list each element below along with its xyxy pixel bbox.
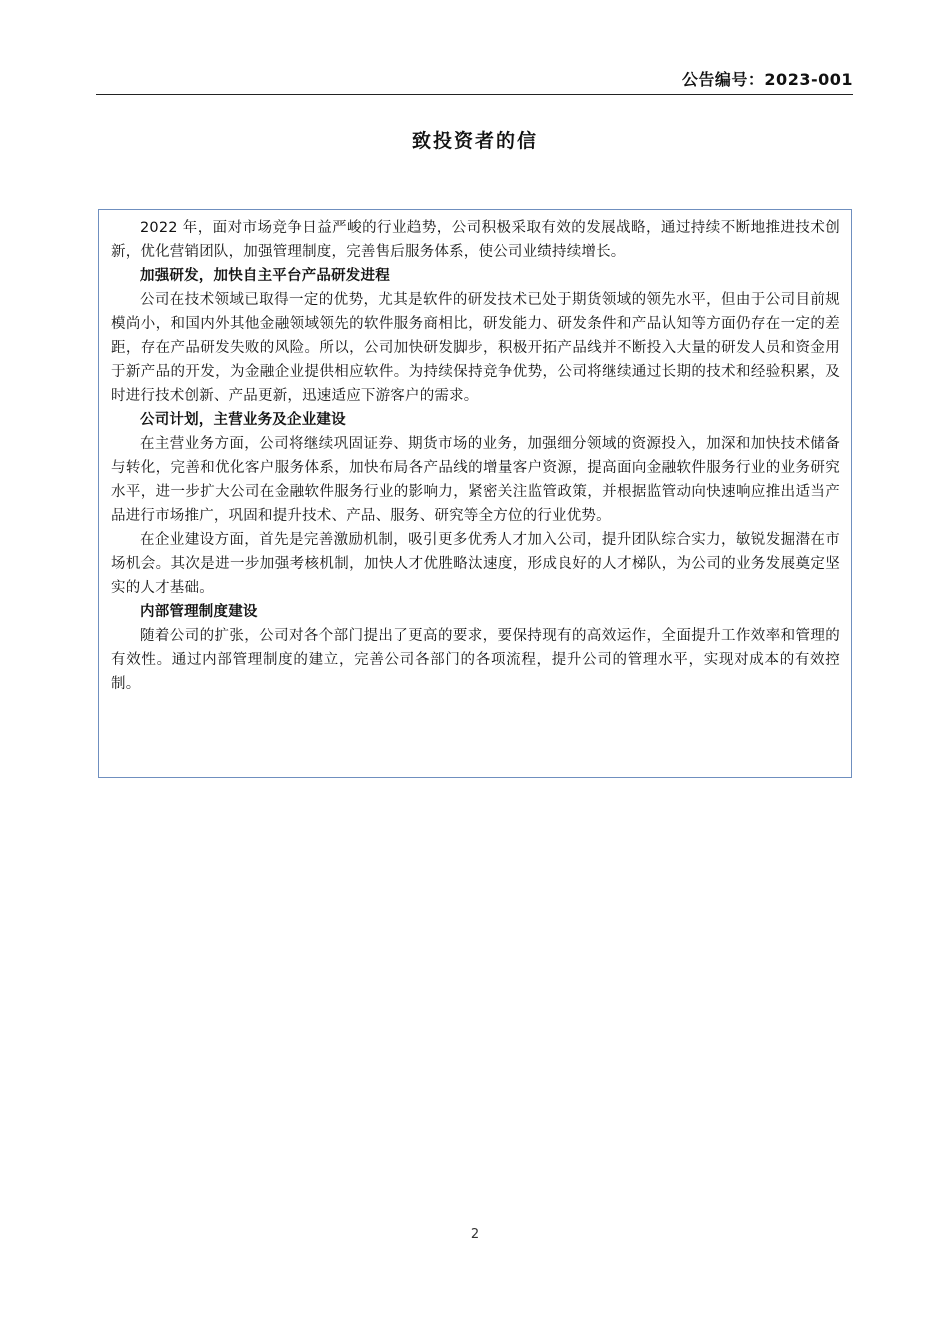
plan-section-paragraph-2: 在企业建设方面，首先是完善激励机制，吸引更多优秀人才加入公司，提升团队综合实力，敏锐发掘潜在市场机会。其次是进一步加强考核机制，加快人才优胜略汰速度，形成良好的人才梯队，为公司的业务发展奠定坚实的人才基础。 xyxy=(111,532,840,596)
page-number: 2 xyxy=(470,1227,480,1242)
rd-section-paragraph: 公司在技术领域已取得一定的优势，尤其是软件的研发技术已处于期货领域的领先水平，但由于公司目前规模尚小，和国内外其他金融领域领先的软件服务商相比，研发能力、研发条件和产品认知等方面仍存在一定的差距，存在产品研发失败的风险。所以，公司加快研发脚步，积极开拓产品线并不断投入大量的研发人员和资金用于新产品的开发，为金融企业提供相应软件。为持续保持竞争优势，公司将继续通过长期的技术和经验积累，及时进行技术创新、产品更新，迅速适应下游客户的需求。 xyxy=(111,292,840,404)
announcement-number: 公告编号：2023-001 xyxy=(681,70,853,89)
intro-paragraph: 2022 年，面对市场竞争日益严峻的行业趋势，公司积极采取有效的发展战略，通过持续不断地推进技术创新，优化营销团队，加强管理制度，完善售后服务体系，使公司业绩持续增长。 xyxy=(111,220,840,260)
management-section-paragraph: 随着公司的扩张，公司对各个部门提出了更高的要求，要保持现有的高效运作，全面提升工作效率和管理的有效性。通过内部管理制度的建立，完善公司各部门的各项流程，提升公司的管理水平，实现对成本的有效控制。 xyxy=(111,628,840,692)
letter-body-box xyxy=(98,209,852,778)
page-header xyxy=(96,70,853,95)
plan-section-heading: 公司计划，主营业务及企业建设 xyxy=(140,412,346,428)
management-section-heading: 内部管理制度建设 xyxy=(140,604,258,620)
document-title: 致投资者的信 xyxy=(411,130,538,152)
rd-section-heading: 加强研发，加快自主平台产品研发进程 xyxy=(140,268,390,284)
plan-section-paragraph-1: 在主营业务方面，公司将继续巩固证券、期货市场的业务，加强细分领域的资源投入，加深和加快技术储备与转化，完善和优化客户服务体系，加快布局各产品线的增量客户资源，提高面向金融软件服务行业的业务研究水平，进一步扩大公司在金融软件服务行业的影响力，紧密关注监管政策，并根据监管动向快速响应推出适当产品进行市场推广，巩固和提升技术、产品、服务、研究等全方位的行业优势。 xyxy=(111,436,840,524)
